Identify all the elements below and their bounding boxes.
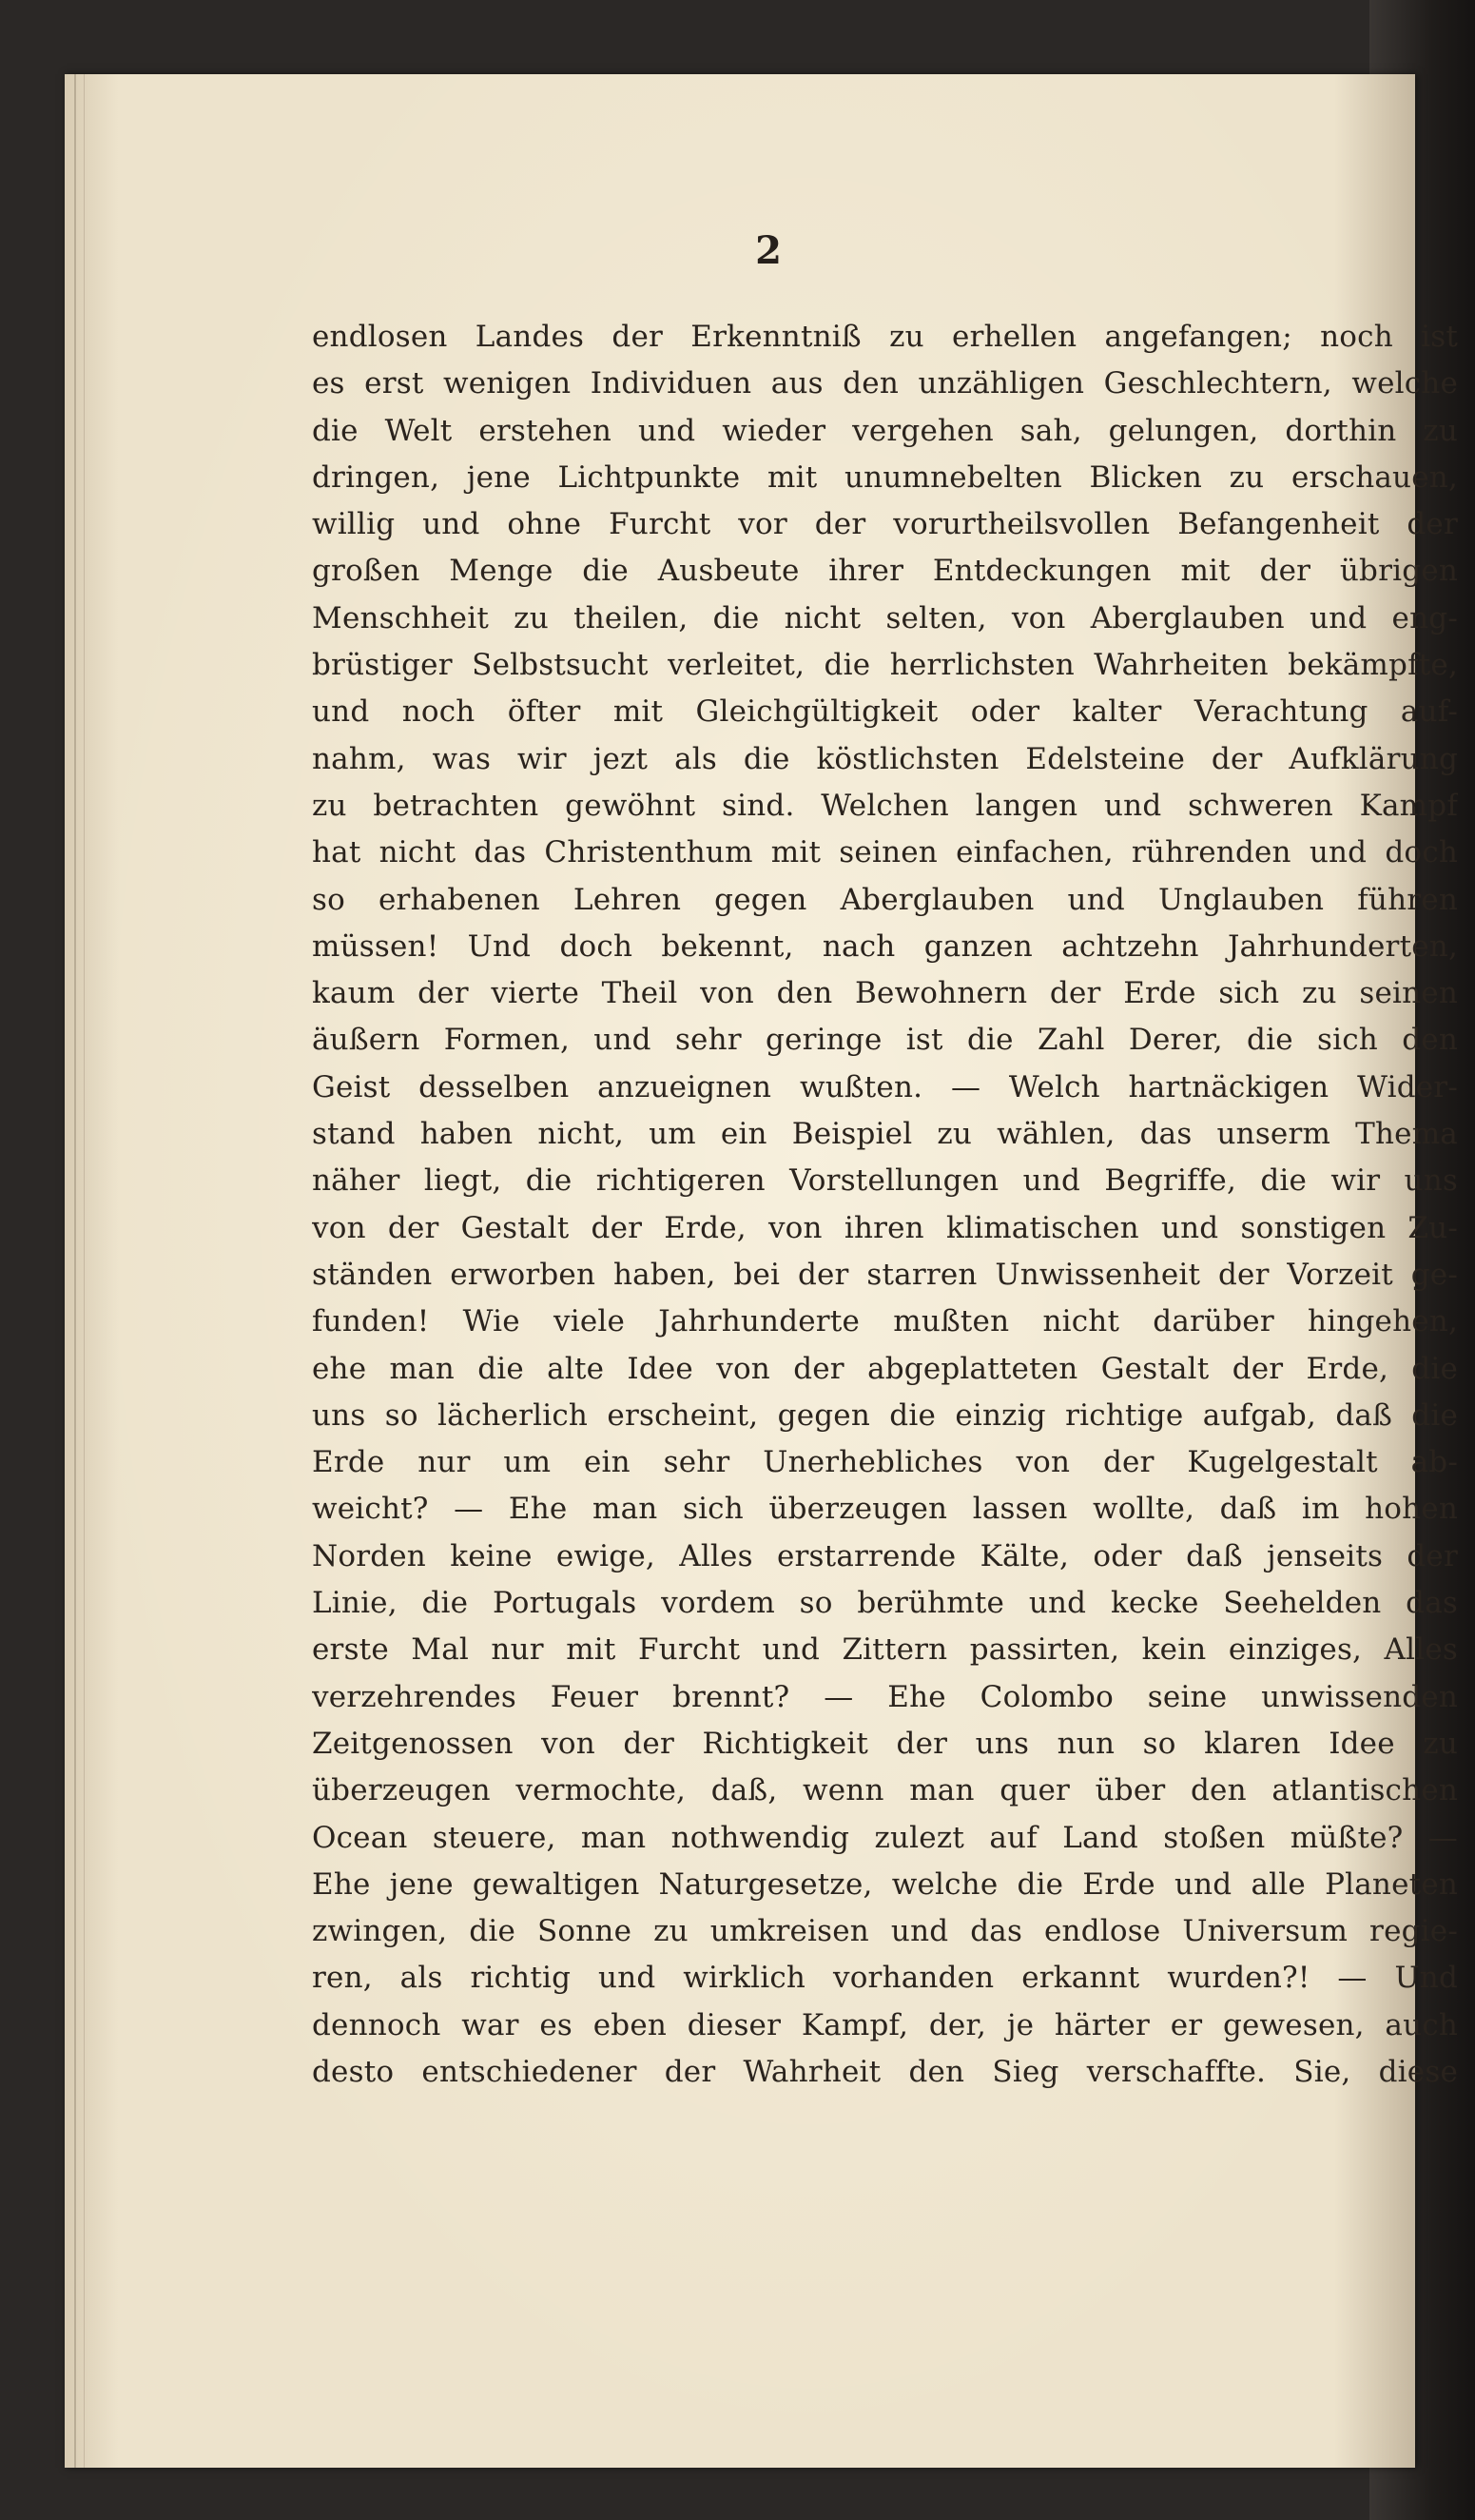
text-line: näher liegt, die richtigeren Vorstellungen und Begriffe, die wir uns — [312, 1163, 1458, 1199]
text-line: ständen erworben haben, bei der starren Unwissenheit der Vorzeit ge- — [312, 1257, 1458, 1292]
text-line: von der Gestalt der Erde, von ihren klimatischen und sonstigen Zu- — [312, 1210, 1458, 1245]
text-line: Linie, die Portugals vordem so berühmte und kecke Seehelden das — [312, 1586, 1458, 1621]
text-line: verzehrendes Feuer brennt? — Ehe Colombo seine unwissenden — [312, 1679, 1458, 1714]
text-line: zwingen, die Sonne zu umkreisen und das endlose Universum regie- — [312, 1914, 1458, 1949]
text-line: die Welt erstehen und wieder vergehen sah, gelungen, dorthin zu — [312, 413, 1458, 448]
body-text — [312, 314, 1458, 2096]
text-line: uns so lächerlich erscheint, gegen die einzig richtige aufgab, daß die — [312, 1397, 1458, 1433]
text-line: großen Menge die Ausbeute ihrer Entdeckungen mit der übrigen — [312, 554, 1458, 589]
text-line: überzeugen vermochte, daß, wenn man quer über den atlantischen — [312, 1773, 1458, 1808]
text-line: so erhabenen Lehren gegen Aberglauben und Unglauben führen — [312, 882, 1458, 917]
text-line: hat nicht das Christenthum mit seinen einfachen, rührenden und doch — [312, 835, 1458, 870]
text-line: desto entschiedener der Wahrheit den Sieg verschaffte. Sie, diese — [312, 2054, 1458, 2089]
book-page — [65, 74, 1458, 2468]
text-line: Menschheit zu theilen, die nicht selten, von Aberglauben und eng- — [312, 600, 1458, 635]
text-line: Geist desselben anzueignen wußten. — Welch hartnäckigen Wider- — [312, 1069, 1458, 1104]
text-line: kaum der vierte Theil von den Bewohnern der Erde sich zu seinen — [312, 976, 1458, 1011]
text-line: müssen! Und doch bekennt, nach ganzen achtzehn Jahrhunderten, — [312, 928, 1458, 964]
text-line: funden! Wie viele Jahrhunderte mußten nicht darüber hingehen, — [312, 1304, 1458, 1339]
text-line: dennoch war es eben dieser Kampf, der, je härter er gewesen, auch — [312, 2007, 1458, 2042]
text-line: Zeitgenossen von der Richtigkeit der uns nun so klaren Idee zu — [312, 1726, 1458, 1761]
text-line: Ehe jene gewaltigen Naturgesetze, welche die Erde und alle Planeten — [312, 1866, 1458, 1902]
text-line: weicht? — Ehe man sich überzeugen lassen wollte, daß im hohen — [312, 1492, 1458, 1527]
text-line: Norden keine ewige, Alles erstarrende Kälte, oder daß jenseits der — [312, 1538, 1458, 1573]
text-line: nahm, was wir jezt als die köstlichsten Edelsteine der Aufklärung — [312, 741, 1458, 776]
text-line: es erst wenigen Individuen aus den unzähligen Geschlechtern, welche — [312, 366, 1458, 401]
text-line: ren, als richtig und wirklich vorhanden erkannt wurden?! — Und — [312, 1961, 1458, 1996]
text-line: zu betrachten gewöhnt sind. Welchen langen und schweren Kampf — [312, 788, 1458, 823]
text-line: erste Mal nur mit Furcht und Zittern passirten, kein einziges, Alles — [312, 1632, 1458, 1668]
text-line: ehe man die alte Idee von der abgeplatteten Gestalt der Erde, die — [312, 1351, 1458, 1386]
text-line: äußern Formen, und sehr geringe ist die Zahl Derer, die sich den — [312, 1023, 1458, 1058]
text-line: willig und ohne Furcht vor der vorurtheilsvollen Befangenheit der — [312, 507, 1458, 542]
text-line: dringen, jene Lichtpunkte mit unumnebelten Blicken zu erschauen, — [312, 459, 1458, 495]
text-line: stand haben nicht, um ein Beispiel zu wählen, das unserm Thema — [312, 1117, 1458, 1152]
page-number: 2 — [755, 228, 782, 273]
text-line: brüstiger Selbstsucht verleitet, die herrlichsten Wahrheiten bekämpfte, — [312, 648, 1458, 683]
text-line: und noch öfter mit Gleichgültigkeit oder kalter Verachtung auf- — [312, 694, 1458, 730]
text-line: endlosen Landes der Erkenntniß zu erhellen angefangen; noch ist — [312, 320, 1458, 354]
text-line: Ocean steuere, man nothwendig zulezt auf Land stoßen müßte? — — [312, 1820, 1458, 1855]
text-line: Erde nur um ein sehr Unerhebliches von der Kugelgestalt ab- — [312, 1445, 1458, 1480]
